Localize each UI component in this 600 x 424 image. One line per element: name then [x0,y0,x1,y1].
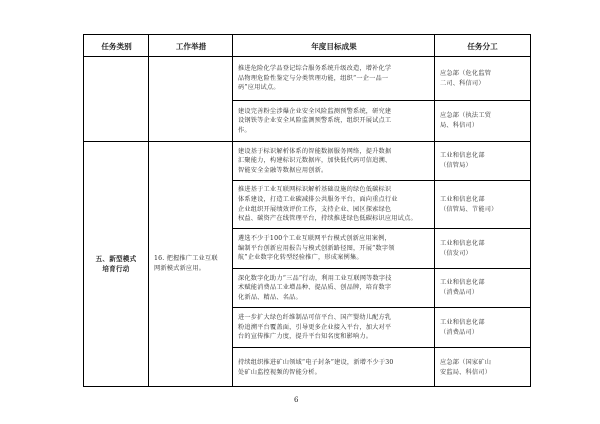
page-number: 6 [294,396,299,404]
goal-line: 编制平台创新应用报告与模式创新路径图，开展“数字领 [238,244,395,252]
category-line: 五、新型模式 [95,255,137,263]
measure-line: 16. 把握推广工业互联 [154,255,218,263]
table-header [84,35,530,57]
division-line: 工业和信息化部 [440,318,485,326]
goal-line: 台的宣传推广力度，提升平台知名度和影响力。 [238,333,373,341]
goal-line: 推进基于工业互联网标识解析基础设施的绿色低碳标识 [238,186,392,194]
goal-cell [233,348,434,387]
goal-cell [233,308,434,347]
goal-line: 品物理危险性鉴定与分类管理功能，组织“一企一品一 [238,74,389,82]
division-cell [435,181,530,228]
division-cell [435,57,530,100]
goal-line: 进一步扩大绿色纤维制品可信平台、国产婴幼儿配方乳 [238,314,392,322]
goal-line: 码”应用试点。 [238,84,280,92]
goal-line: 企业组织开展绩效评价工作，支持企业、园区探索绿色 [238,205,392,213]
division-line: （消费品司） [440,328,479,336]
task-table [83,34,531,387]
goal-line: 遴选不少于100个工业互联网平台模式创新应用案例， [238,235,391,243]
division-line: 应急部（国家矿山 [440,358,492,366]
division-line: 二司、科信司） [440,79,485,87]
goal-cell [233,101,434,141]
division-cell [435,142,530,180]
goal-line: 设钢铁等企业安全风险监测预警系统，组织开展试点工 [238,117,392,125]
goal-line: 体系建设，打造工业碳减排公共服务平台，面向重点行业 [238,195,398,203]
goal-cell [233,57,434,100]
header-goal: 年度目标成果 [311,41,357,51]
goal-line: 汇聚能力，构建标识元数据库，加快低代码可信追溯、 [238,157,392,165]
category-line: 培育行动 [102,265,130,273]
division-line: 工业和信息化部 [440,279,485,287]
goal-line: 深化数字化助力“三品”行动，利用工业互联网等数字技 [238,274,392,282]
goal-line: 权益、碳资产在线管理平台，持续推进绿色低碳标识应用试点。 [238,215,417,223]
division-line: 安监局、科信司） [440,368,492,376]
division-cell [435,348,530,387]
division-cell [435,229,530,268]
division-line: 工业和信息化部 [440,195,485,203]
goal-line: 建设完善粉尘涉爆企业安全风险监测预警系统，研究建 [238,107,392,115]
goal-line: 智能安全金融等数据应用创新。 [238,166,328,174]
division-line: （信发司） [440,249,472,257]
goal-line: 推进危险化学品登记综合服务系统升级改造，增补化学 [238,65,392,73]
goal-line: 航”企业数字化转型经验推广，形成案例集。 [238,254,363,262]
goal-line: 化新品、精品、名品。 [238,293,302,301]
division-line: （消费品司） [440,289,479,296]
header-measure: 工作举措 [175,41,207,51]
goal-cell [233,269,434,307]
division-line: 局、科信司） [440,122,479,129]
goal-line: 建设基于标识解析体系的智能数据服务网络，提升数据 [238,147,392,155]
goal-cell [233,142,434,180]
goal-line: 持续组织推进矿山领域“电子封条”建设，新增不少于30 [238,358,394,366]
header-category: 任务类别 [101,41,132,51]
header-division: 任务分工 [467,41,498,51]
goal-cell [233,181,434,228]
division-cell [435,308,530,347]
division-line: 应急部（危化监管 [440,69,492,77]
category-cell [84,141,148,387]
goal-line: 作。 [238,126,251,134]
division-cell [435,101,530,141]
division-line: 应急部（执法工贸 [440,112,492,120]
division-line: （信管局） [440,162,472,169]
division-cell [435,269,530,307]
goal-line: 粉追溯平台覆盖面，引导更多企业接入平台，加大对平 [238,323,392,331]
goal-line: 术赋能消费品工业增品种、提品质、创品牌，培育数字 [238,284,392,292]
goal-cell [233,229,434,268]
division-line: 工业和信息化部 [440,152,485,160]
measure-line: 网新模式新应用。 [154,265,206,272]
division-line: （信管局、节能司） [440,205,498,213]
goal-line: 处矿山监控视频的智能分析。 [238,368,322,376]
division-line: 工业和信息化部 [440,239,485,247]
measure-cell [149,141,232,387]
